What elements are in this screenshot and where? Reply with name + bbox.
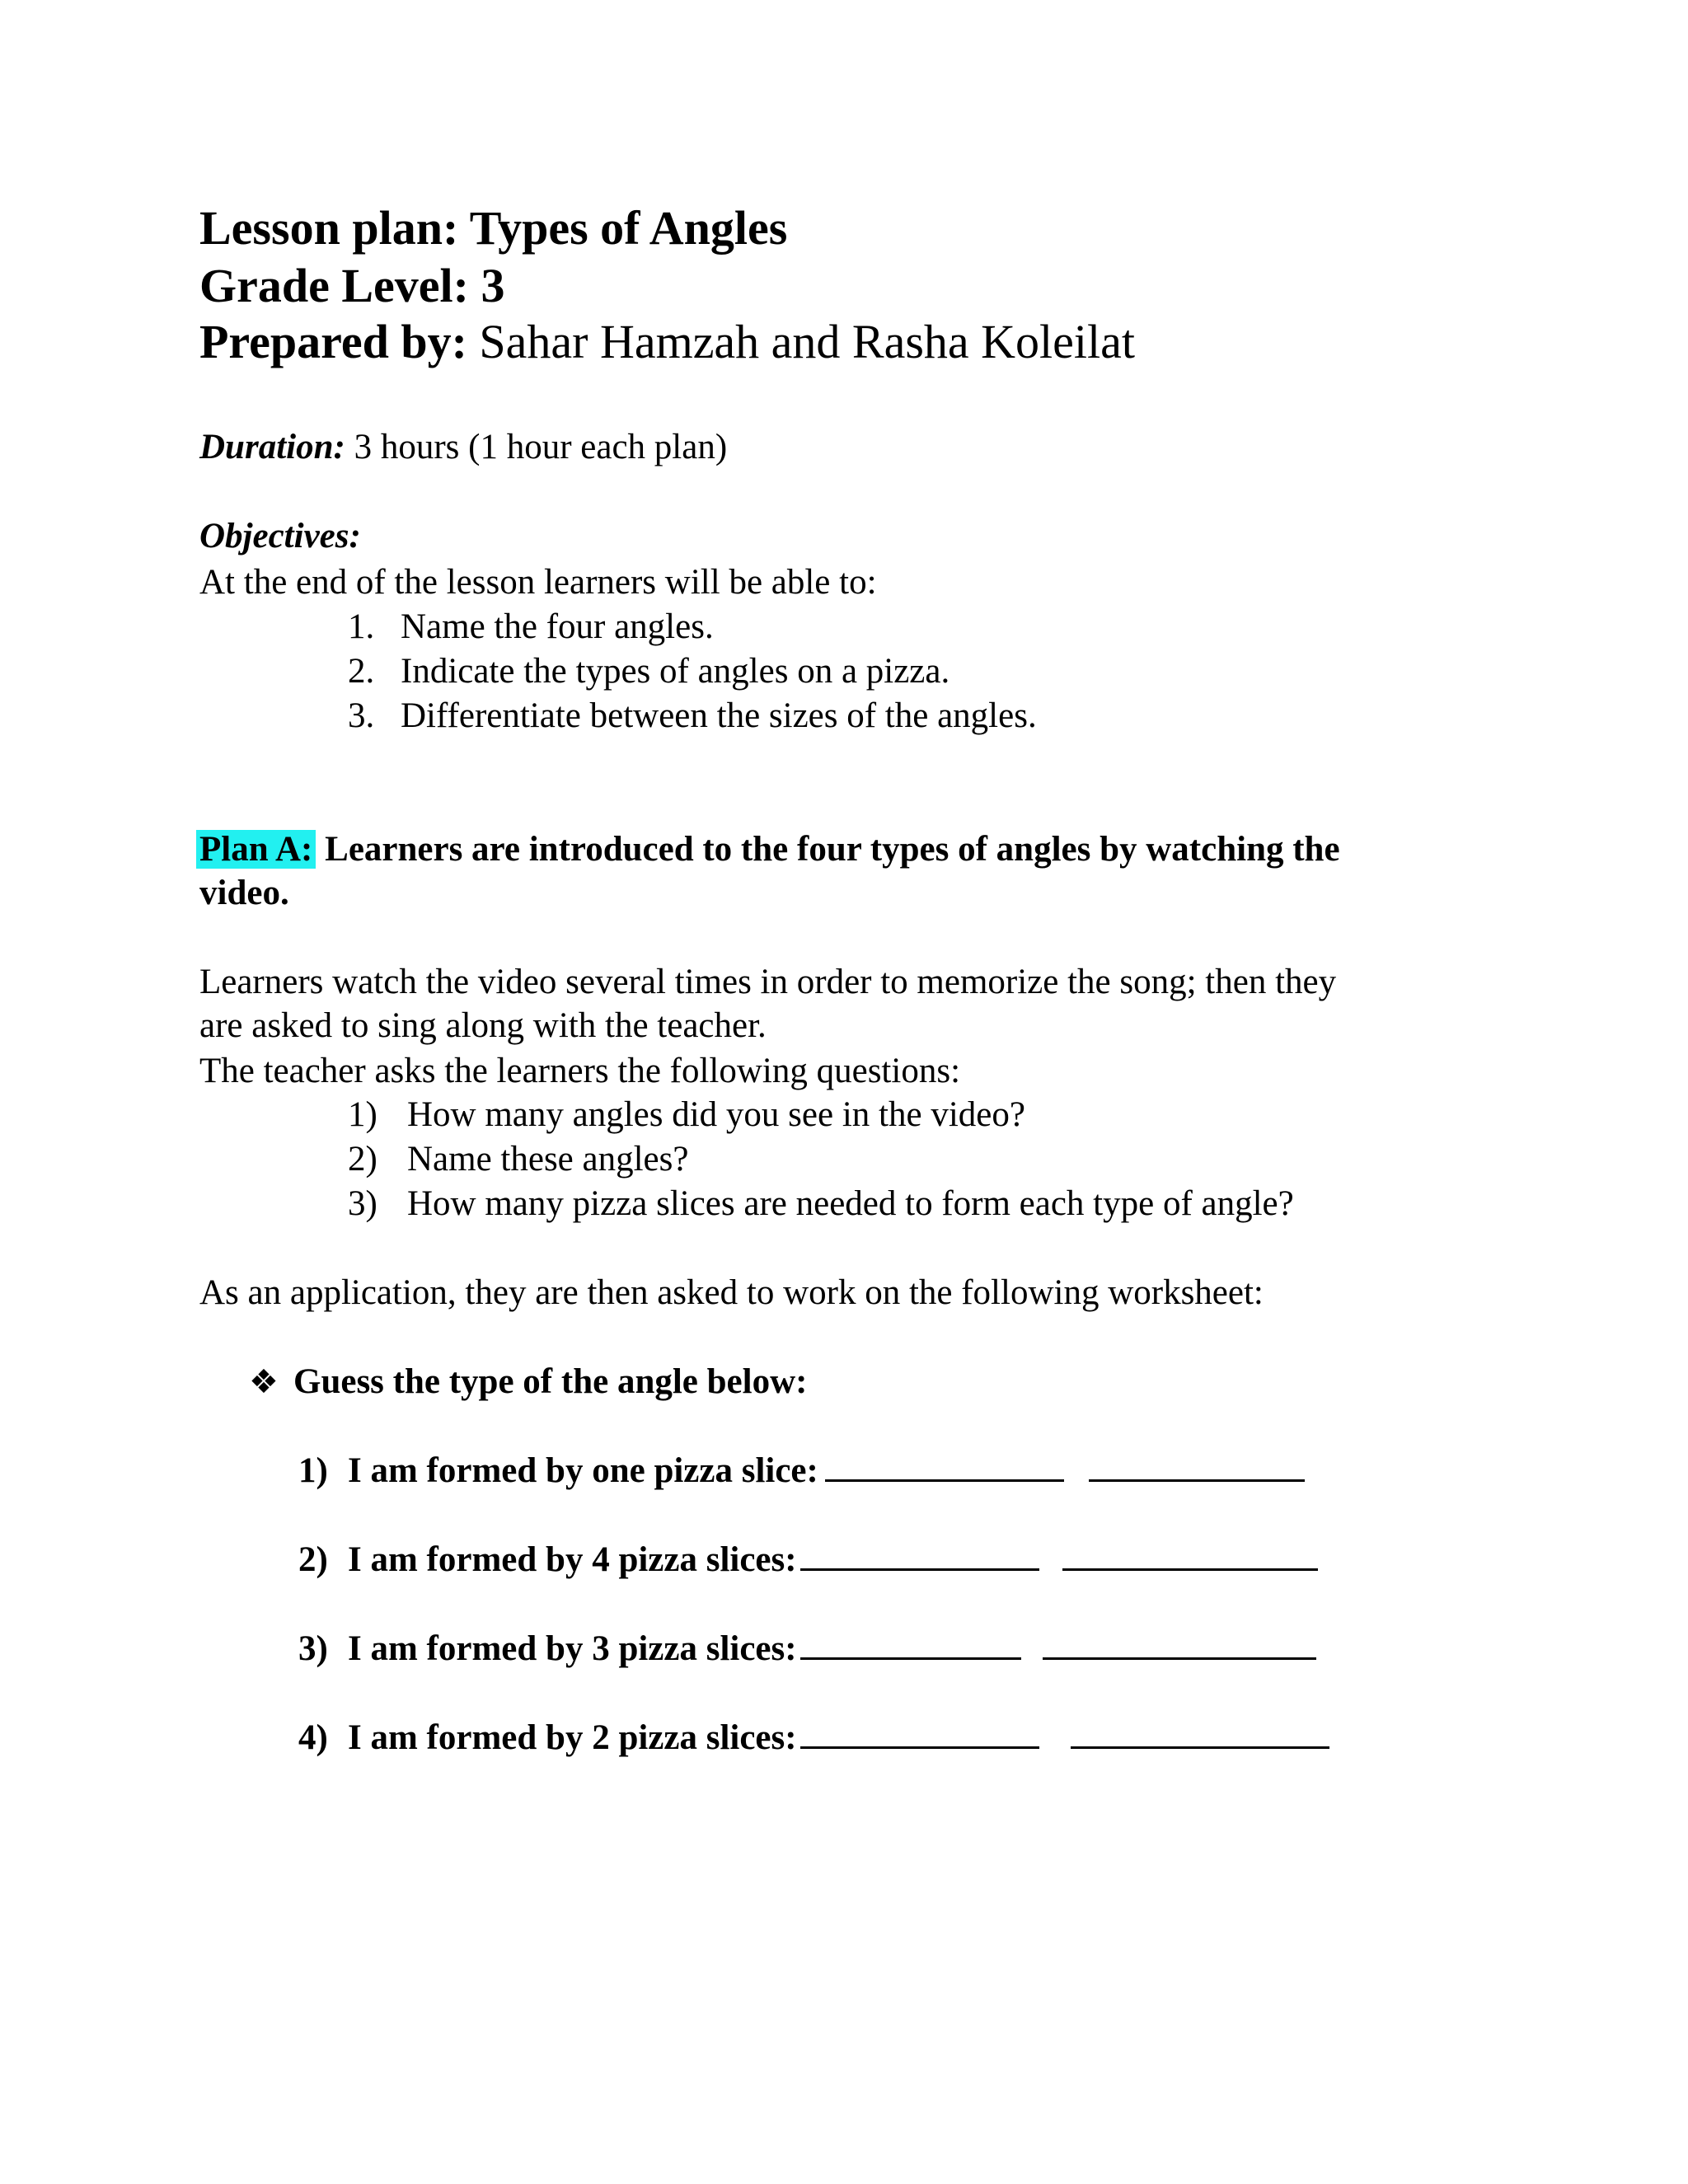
objective-text: Differentiate between the sizes of the angles. (401, 696, 1037, 735)
worksheet-item (298, 1720, 1329, 1755)
prepared-by (199, 315, 1135, 368)
worksheet-item (298, 1631, 1316, 1666)
grade-level-text: Grade Level: 3 (199, 259, 505, 312)
duration-label: Duration: (199, 428, 345, 466)
question-number: 3) (348, 1184, 377, 1223)
worksheet-heading (249, 1364, 807, 1399)
answer-blank[interactable] (825, 1473, 1064, 1482)
objective-number: 1. (348, 607, 375, 646)
worksheet-item-text: I am formed by one pizza slice: (348, 1451, 818, 1490)
worksheet-item-number: 1) (298, 1451, 328, 1490)
lesson-title (199, 201, 788, 255)
worksheet-item-number: 2) (298, 1540, 328, 1579)
question-number: 1) (348, 1095, 377, 1134)
answer-blank[interactable] (1089, 1473, 1305, 1482)
worksheet-item-number: 3) (298, 1629, 328, 1668)
worksheet-heading-text: Guess the type of the angle below: (293, 1362, 808, 1401)
question-text: How many angles did you see in the video? (407, 1095, 1025, 1134)
question-item (348, 1141, 688, 1177)
prepared-by-label: Prepared by: (199, 315, 467, 368)
objective-text: Indicate the types of angles on a pizza. (401, 652, 950, 691)
diamond-bullet-icon: ❖ (249, 1363, 279, 1401)
objective-number: 2. (348, 652, 375, 691)
duration-value: 3 hours (1 hour each plan) (345, 428, 728, 466)
objectives-intro: At the end of the lesson learners will be able to: (199, 563, 877, 602)
answer-blank[interactable] (1071, 1740, 1329, 1749)
worksheet-item-number: 4) (298, 1718, 328, 1757)
plan-a-label: Plan A: (196, 830, 316, 869)
question-text: How many pizza slices are needed to form each type of angle? (407, 1184, 1294, 1223)
plan-a-questions-intro: The teacher asks the learners the following questions: (199, 1052, 961, 1090)
answer-blank[interactable] (800, 1651, 1021, 1660)
worksheet-item (298, 1542, 1318, 1577)
objective-item (348, 654, 950, 689)
question-item (348, 1097, 1025, 1132)
lesson-title-text: Lesson plan: Types of Angles (199, 201, 788, 255)
prepared-by-names: Sahar Hamzah and Rasha Koleilat (467, 315, 1135, 368)
duration (199, 429, 727, 465)
application-text: As an application, they are then asked to work on the following worksheet: (199, 1273, 1264, 1312)
answer-blank[interactable] (800, 1562, 1039, 1571)
plan-a-heading (196, 832, 1340, 867)
plan-a-heading-continued: video. (199, 874, 289, 912)
objective-number: 3. (348, 696, 375, 735)
question-item (348, 1186, 1294, 1221)
objective-item (348, 698, 1037, 733)
worksheet-item-text: I am formed by 2 pizza slices: (348, 1718, 797, 1757)
plan-a-paragraph-continued: are asked to sing along with the teacher. (199, 1006, 767, 1045)
answer-blank[interactable] (800, 1740, 1039, 1749)
objective-text: Name the four angles. (401, 607, 714, 646)
answer-blank[interactable] (1043, 1651, 1316, 1660)
answer-blank[interactable] (1062, 1562, 1318, 1571)
objective-item (348, 609, 714, 644)
question-text: Name these angles? (407, 1140, 689, 1179)
question-number: 2) (348, 1140, 377, 1179)
plan-a-heading-text: Learners are introduced to the four types of angles by watching the (316, 830, 1340, 869)
worksheet-item-text: I am formed by 4 pizza slices: (348, 1540, 797, 1579)
worksheet-item-text: I am formed by 3 pizza slices: (348, 1629, 797, 1668)
objectives-heading: Objectives: (199, 517, 361, 555)
worksheet-item (298, 1453, 1305, 1488)
plan-a-paragraph: Learners watch the video several times in order to memorize the song; then they (199, 963, 1337, 1001)
grade-level (199, 259, 505, 312)
